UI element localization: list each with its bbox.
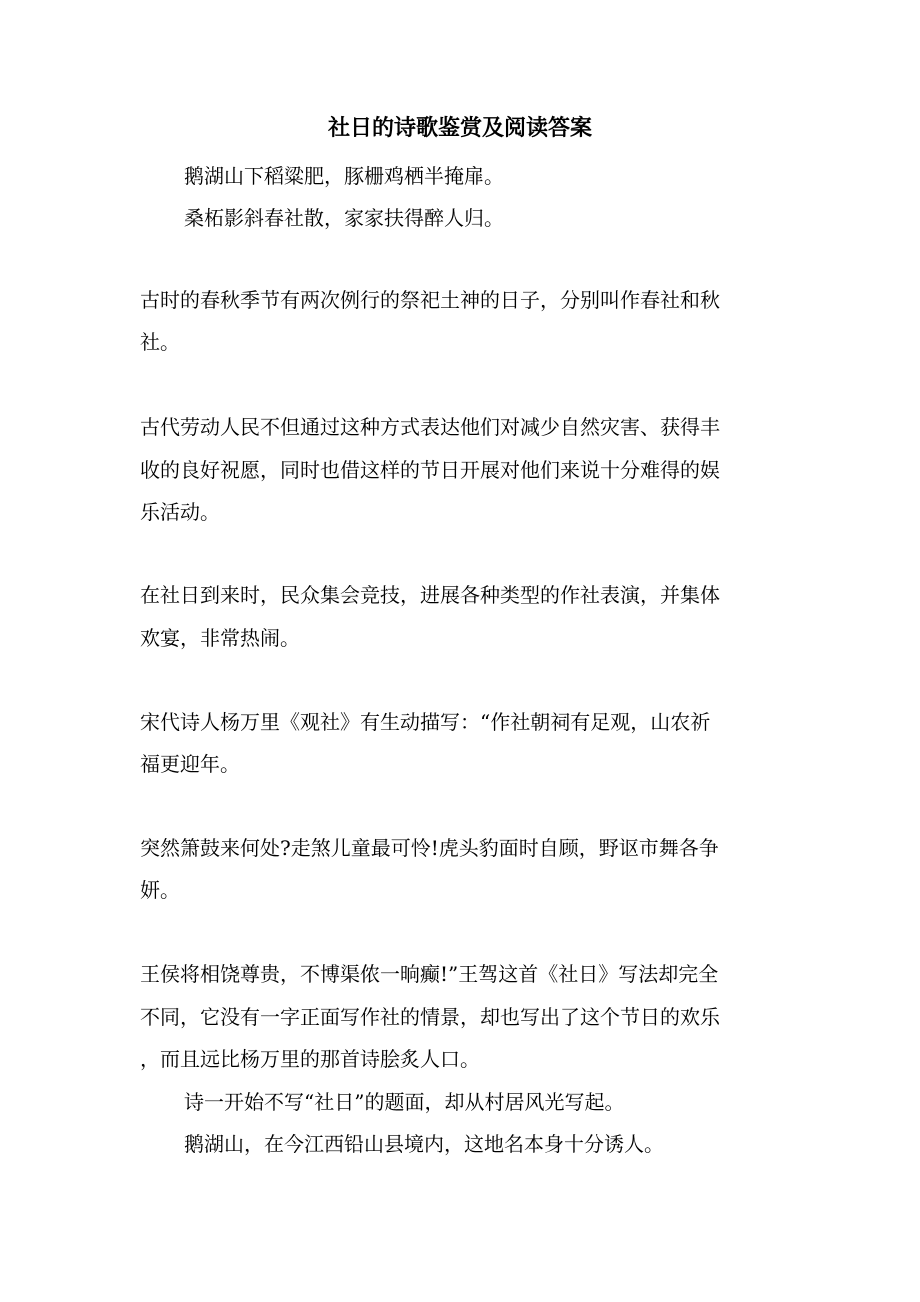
paragraph-5-line-2: 妍。 [140, 878, 180, 902]
closing-line-1: 诗一开始不写“社日”的题面，却从村居风光写起。 [184, 1090, 625, 1114]
paragraph-3-line-2: 欢宴，非常热闹。 [140, 626, 300, 650]
paragraph-1-line-1: 古时的春秋季节有两次例行的祭祀土神的日子，分别叫作春社和秋 [140, 288, 720, 312]
paragraph-4-line-1: 宋代诗人杨万里《观社》有生动描写：“作社朝祠有足观，山农祈 [140, 710, 711, 734]
paragraph-3-line-1: 在社日到来时，民众集会竞技，进展各种类型的作社表演，并集体 [140, 583, 720, 607]
paragraph-2-line-1: 古代劳动人民不但通过这种方式表达他们对减少自然灾害、获得丰 [140, 415, 720, 439]
paragraph-6-line-2: 不同，它没有一字正面写作社的情景，却也写出了这个节日的欢乐 [140, 1005, 720, 1029]
closing-line-2: 鹅湖山，在今江西铅山县境内，这地名本身十分诱人。 [184, 1132, 664, 1156]
paragraph-2-line-3: 乐活动。 [140, 500, 220, 524]
paragraph-5-line-1: 突然箫鼓来何处?走煞儿童最可怜!虎头豹面时自顾，野讴市舞各争 [140, 836, 719, 860]
document-title: 社日的诗歌鉴赏及阅读答案 [327, 115, 592, 141]
paragraph-2-line-2: 收的良好祝愿，同时也借这样的节日开展对他们来说十分难得的娱 [140, 458, 720, 482]
paragraph-6-line-3: ，而且远比杨万里的那首诗脍炙人口。 [140, 1047, 480, 1071]
poem-line-2: 桑柘影斜春社散，家家扶得醉人归。 [184, 206, 504, 230]
paragraph-4-line-2: 福更迎年。 [140, 752, 240, 776]
paragraph-6-line-1: 王侯将相饶尊贵，不博渠侬一晌癫!”王驾这首《社日》写法却完全 [140, 962, 719, 986]
poem-line-1: 鹅湖山下稻粱肥，豚栅鸡栖半掩扉。 [184, 164, 504, 188]
paragraph-1-line-2: 社。 [140, 330, 180, 354]
